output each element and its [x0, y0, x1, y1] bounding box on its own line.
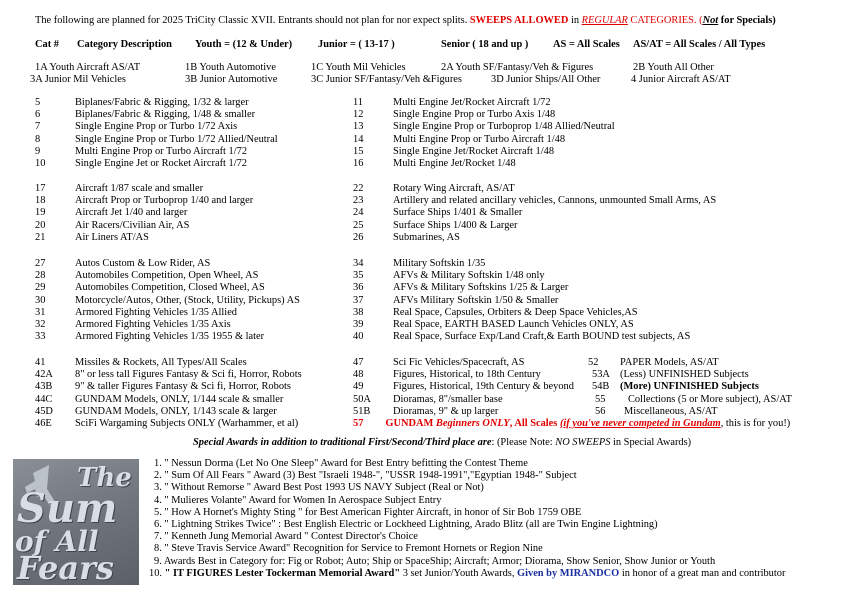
header-as: AS = All Scales	[553, 39, 620, 50]
list-cell: Figures, Historical, to 18th Century	[393, 369, 541, 381]
list-cell: 5. " How A Hornet's Mighty Sting " for Best American Fighter Aircraft, in honor of Sir Bob 1759 OBE	[154, 506, 582, 518]
list-cell: 41	[35, 357, 46, 368]
list-cell: 48	[353, 369, 364, 381]
list-cell: Armored Fighting Vehicles 1/35 1955 & later	[75, 331, 265, 343]
list-cell: 55	[595, 393, 606, 405]
list-cell: 43B	[35, 381, 53, 393]
list-cell: Air Liners AT/AS	[75, 231, 149, 243]
list-item	[154, 470, 854, 482]
list-item	[149, 568, 854, 580]
list-cell: 15	[353, 145, 364, 157]
list-cell: 24	[353, 207, 364, 219]
list-cell: 44C	[35, 393, 53, 405]
list-cell: 1A Youth Aircraft AS/AT	[35, 62, 141, 73]
list-cell: 17	[35, 183, 46, 194]
list-item	[35, 381, 355, 393]
list-cell: 54B	[592, 381, 610, 393]
list-cell: 40	[353, 331, 364, 343]
list-cell: Artillery and related ancillary vehicles, Cannons, unmounted Small Arms, AS	[393, 195, 717, 207]
list-cell: Miscellaneous, AS/AT	[624, 405, 718, 417]
list-item	[353, 183, 833, 195]
list-item	[154, 507, 854, 519]
list-cell: 1C Youth Mil Vehicles	[311, 62, 406, 73]
list-cell: 8	[35, 133, 41, 145]
list-cell: 34	[353, 258, 364, 269]
list-cell: Submarines, AS	[393, 231, 460, 243]
list-cell: 11	[353, 97, 364, 108]
list-item	[353, 146, 833, 158]
list-item	[353, 295, 833, 307]
list-item	[353, 207, 833, 219]
list-cell: 16	[353, 157, 364, 169]
list-item	[154, 519, 854, 531]
list-item	[588, 381, 838, 393]
cover-line-3: of All	[15, 525, 99, 558]
list-item	[35, 270, 355, 282]
list-item	[154, 495, 854, 507]
list-cell: Single Engine Jet/Rocket Aircraft 1/48	[393, 145, 555, 157]
list-cell: 28	[35, 270, 46, 282]
group3-right	[353, 258, 833, 343]
special-awards-list	[149, 458, 854, 580]
list-cell: AFVs Military Softskin 1/50 & Smaller	[393, 294, 559, 306]
list-cell: Automobiles Competition, Open Wheel, AS	[75, 270, 259, 282]
list-item	[353, 381, 593, 393]
list-cell: Aircraft Prop or Turboprop 1/40 and larger	[75, 195, 254, 207]
list-item	[353, 406, 593, 418]
list-item	[353, 232, 833, 244]
list-item	[35, 418, 355, 430]
list-cell: 42A	[35, 369, 53, 381]
cover-line-1: The	[77, 463, 132, 493]
list-cell: 50A	[353, 393, 371, 405]
list-cell: Single Engine Prop or Turboprop 1/48 Allied/Neutral	[393, 121, 615, 133]
list-cell: 13	[353, 121, 364, 133]
list-item	[353, 134, 833, 146]
list-cell: 7. " Kenneth Jung Memorial Award " Contest Director's Choice	[154, 531, 418, 543]
list-cell: Dioramas, 9" & up larger	[393, 405, 499, 417]
list-cell: 33	[35, 331, 46, 343]
group4-right	[588, 357, 838, 418]
list-cell: GUNDAM Models, ONLY, 1/144 scale & smaller	[75, 393, 284, 405]
list-item	[35, 331, 355, 343]
list-cell: Real Space, Surface Exp/Land Craft,& Earth BOUND test subjects, AS	[393, 331, 691, 343]
list-cell: Biplanes/Fabric & Rigging, 1/32 & larger	[75, 97, 249, 108]
list-cell: 3. " Without Remorse " Award Best Post 1993 US NAVY Subject (Real or Not)	[154, 482, 484, 494]
list-cell: 25	[353, 219, 364, 231]
junior-row	[30, 74, 835, 86]
list-cell: Aircraft 1/87 scale and smaller	[75, 183, 204, 194]
list-item	[353, 158, 833, 170]
youth-row	[35, 62, 835, 74]
list-cell: Multi Engine Prop or Turbo Aircraft 1/72	[75, 145, 248, 157]
list-cell: 27	[35, 258, 46, 269]
list-cell: Real Space, Capsules, Orbiters & Deep Space Vehicles,AS	[393, 306, 638, 318]
list-cell: 10	[35, 157, 46, 169]
group1-right	[353, 97, 833, 170]
list-cell: 38	[353, 306, 364, 318]
list-item	[588, 406, 838, 418]
list-cell: 49	[353, 381, 364, 393]
list-cell: Multi Engine Prop or Turbo Aircraft 1/48	[393, 133, 566, 145]
regular-label: REGULAR	[581, 15, 628, 26]
list-cell: Armored Fighting Vehicles 1/35 Axis	[75, 318, 231, 330]
list-cell: SciFi Wargaming Subjects ONLY (Warhammer, et al)	[75, 417, 299, 429]
list-item	[35, 195, 355, 207]
list-cell: 20	[35, 219, 46, 231]
list-cell: GUNDAM Models, ONLY, 1/143 scale & larger	[75, 405, 277, 417]
list-cell: 39	[353, 318, 364, 330]
list-cell: in honor of a great man and contributor	[619, 567, 786, 579]
list-item	[353, 331, 833, 343]
list-item	[35, 258, 355, 270]
list-item	[588, 357, 838, 369]
list-cell: Motorcycle/Autos, Other, (Stock, Utility, Pickups) AS	[75, 294, 300, 306]
list-cell: 29	[35, 282, 46, 294]
list-cell: Single Engine Prop or Turbo 1/72 Allied/Neutral	[75, 133, 278, 145]
list-cell: Collections (5 or More subject), AS/AT	[628, 393, 792, 405]
group1-left	[35, 97, 355, 170]
group4-mid	[353, 357, 593, 418]
list-cell: 14	[353, 133, 364, 145]
list-cell: 32	[35, 318, 46, 330]
list-item	[353, 270, 833, 282]
list-cell: 18	[35, 195, 46, 207]
list-item	[35, 121, 355, 133]
list-cell: 31	[35, 306, 46, 318]
cover-line-2: Sum	[17, 485, 118, 532]
list-cell: Multi Engine Jet/Rocket Aircraft 1/72	[393, 97, 551, 108]
cover-line-4: Fears	[17, 549, 114, 585]
list-cell: Real Space, EARTH BASED Launch Vehicles ONLY, AS	[393, 318, 634, 330]
list-cell: 3B Junior Automotive	[185, 74, 278, 86]
list-cell: Single Engine Prop or Turbo Axis 1/48	[393, 109, 556, 121]
list-cell: 3C Junior SF/Fantasy/Veh &Figures	[311, 74, 462, 86]
list-cell: 53A	[592, 369, 610, 381]
list-item	[353, 97, 833, 109]
list-item	[353, 109, 833, 121]
header-asat: AS/AT = All Scales / All Types	[633, 39, 766, 50]
list-item	[35, 369, 355, 381]
list-cell: 2. " Sum Of All Fears " Award (3) Best "Israeli 1948-", "USSR 1948-1991","Egyptian 1948-" Subject	[154, 470, 577, 482]
list-item	[588, 369, 838, 381]
list-cell: 47	[353, 357, 364, 368]
youth-junior-block	[30, 62, 835, 88]
list-cell: 19	[35, 207, 46, 219]
list-cell: Military Softskin 1/35	[393, 258, 486, 269]
list-cell: 52	[588, 357, 599, 368]
list-item	[154, 556, 854, 568]
list-item	[154, 531, 854, 543]
list-item	[35, 158, 355, 170]
group2-left	[35, 183, 355, 244]
list-cell: 36	[353, 282, 364, 294]
list-item	[353, 220, 833, 232]
list-item	[35, 307, 355, 319]
list-cell: 30	[35, 294, 46, 306]
list-item	[353, 282, 833, 294]
list-cell: Sci Fic Vehicles/Spacecraft, AS	[393, 357, 525, 368]
list-cell: 26	[353, 231, 364, 243]
list-cell: 5	[35, 97, 41, 108]
list-cell: 10.	[149, 567, 165, 579]
list-cell: AFVs & Military Softskin 1/48 only	[393, 270, 545, 282]
list-item	[154, 543, 854, 555]
list-cell: 46E	[35, 417, 52, 429]
list-cell: Dioramas, 8"/smaller base	[393, 393, 503, 405]
sweeps-allowed: SWEEPS ALLOWED	[469, 15, 569, 26]
list-item	[35, 357, 355, 369]
list-item	[35, 134, 355, 146]
column-header	[35, 39, 835, 53]
list-cell: (More) UNFINISHED Subjects	[620, 381, 759, 393]
list-cell: Given by MIRANDCO	[517, 567, 620, 579]
list-cell: Aircraft Jet 1/40 and larger	[75, 207, 188, 219]
list-cell: 3D Junior Ships/All Other	[491, 74, 601, 86]
list-cell: Rotary Wing Aircraft, AS/AT	[393, 183, 515, 194]
list-cell: " IT FIGURES Lester Tockerman Memorial Award"	[164, 567, 401, 579]
list-item	[353, 258, 833, 270]
list-cell: 45D	[35, 405, 53, 417]
list-cell: 2A Youth SF/Fantasy/Veh & Figures	[441, 62, 594, 73]
intro-line: The following are planned for 2025 TriCity Classic XVII. Entrants should not plan for nor expect splits. SWEEPS ALLOWED in REGULAR CATEGORIES. (Not for Specials)	[35, 15, 776, 26]
list-cell: 8. " Steve Travis Service Award" Recognition for Service to Fremont Hornets or Region Nine	[154, 543, 543, 555]
list-cell: 7	[35, 121, 41, 133]
book-cover-image	[13, 459, 139, 585]
list-cell: 1B Youth Automotive	[185, 62, 276, 73]
header-youth: Youth = (12 & Under)	[195, 39, 293, 50]
list-cell: Automobiles Competition, Closed Wheel, AS	[75, 282, 265, 294]
list-cell: 1. " Nessun Dorma (Let No One Sleep" Award for Best Entry befitting the Contest Theme	[154, 458, 528, 469]
list-cell: 56	[595, 405, 606, 417]
list-cell: Armored Fighting Vehicles 1/35 Allied	[75, 306, 238, 318]
group4-left	[35, 357, 355, 430]
list-cell: 35	[353, 270, 364, 282]
list-item	[35, 319, 355, 331]
list-cell: 2B Youth All Other	[633, 62, 714, 73]
list-item	[588, 394, 838, 406]
list-cell: Missiles & Rockets, All Types/All Scales	[75, 357, 247, 368]
list-item	[353, 121, 833, 133]
list-cell: Single Engine Prop or Turbo 1/72 Axis	[75, 121, 238, 133]
list-item	[353, 357, 593, 369]
header-desc: Category Description	[77, 39, 172, 50]
list-cell: 6. " Lightning Strikes Twice" : Best English Electric or Lockheed Lightning, Arado Blitz (all are Twin Engine Lightning)	[154, 518, 658, 530]
list-item	[35, 109, 355, 121]
header-cat: Cat #	[35, 39, 59, 50]
list-cell: Single Engine Jet or Rocket Aircraft 1/72	[75, 157, 247, 169]
list-item	[353, 369, 593, 381]
list-cell: 51B	[353, 405, 371, 417]
list-item	[154, 458, 854, 470]
list-item	[353, 307, 833, 319]
list-item	[35, 97, 355, 109]
list-item	[35, 207, 355, 219]
list-cell: 3 set Junior/Youth Awards,	[400, 567, 518, 579]
list-cell: 22	[353, 183, 364, 194]
gundam-beginners-row: 57 GUNDAM Beginners ONLY, All Scales (if you've never competed in Gundam, this is for you!)	[353, 418, 791, 429]
list-cell: Surface Ships 1/401 & Smaller	[393, 207, 523, 219]
list-cell: PAPER Models, AS/AT	[620, 357, 719, 368]
list-item	[35, 295, 355, 307]
list-cell: 4 Junior Aircraft AS/AT	[631, 74, 731, 86]
list-cell: Figures, Historical, 19th Century & beyond	[393, 381, 574, 393]
header-senior: Senior ( 18 and up )	[441, 39, 529, 50]
list-cell: Multi Engine Jet/Rocket 1/48	[393, 157, 516, 169]
list-cell: 21	[35, 231, 46, 243]
group3-left	[35, 258, 355, 343]
list-cell: 23	[353, 195, 364, 207]
list-item	[35, 282, 355, 294]
list-item	[35, 394, 355, 406]
list-item	[35, 406, 355, 418]
list-cell: 9	[35, 145, 41, 157]
list-cell: 9" & taller Figures Fantasy & Sci fi, Horror, Robots	[75, 381, 291, 393]
list-cell: 12	[353, 109, 364, 121]
list-cell: AFVs & Military Softskins 1/25 & Larger	[393, 282, 569, 294]
group2-right	[353, 183, 833, 244]
list-item	[35, 220, 355, 232]
list-cell: 6	[35, 109, 41, 121]
header-junior: Junior = ( 13-17 )	[318, 39, 395, 50]
list-cell: 3A Junior Mil Vehicles	[30, 74, 126, 86]
list-cell: 37	[353, 294, 364, 306]
list-item	[353, 195, 833, 207]
list-cell: 9. Awards Best in Category for: Fig or Robot; Auto; Ship or SpaceShip; Aircraft; Armor; Diorama, Show Senior, Show Junior or Youth	[154, 555, 716, 567]
list-item	[35, 232, 355, 244]
list-cell: (Less) UNFINISHED Subjects	[620, 369, 749, 381]
list-cell: Autos Custom & Low Rider, AS	[75, 258, 211, 269]
list-cell: Air Racers/Civilian Air, AS	[75, 219, 190, 231]
list-cell: Biplanes/Fabric & Rigging, 1/48 & smaller	[75, 109, 256, 121]
list-cell: 4. " Mulieres Volante" Award for Women In Aerospace Subject Entry	[154, 494, 442, 506]
list-item	[154, 482, 854, 494]
list-cell: Surface Ships 1/400 & Larger	[393, 219, 518, 231]
list-item	[353, 394, 593, 406]
list-item	[35, 146, 355, 158]
special-awards-title: Special Awards in addition to traditional First/Second/Third place are: (Please Note: NO SWEEPS in Special Awards)	[193, 437, 692, 448]
list-item	[35, 183, 355, 195]
list-item	[353, 319, 833, 331]
list-cell: 8" or less tall Figures Fantasy & Sci fi, Horror, Robots	[75, 369, 302, 381]
